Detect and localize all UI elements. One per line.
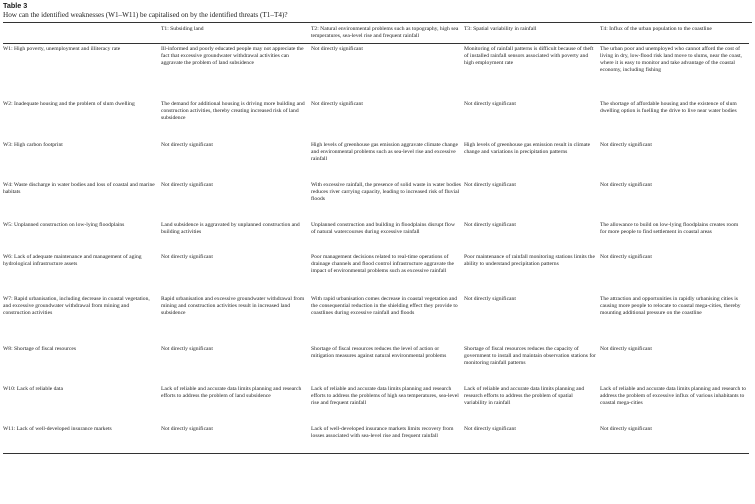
row-header: W3: High carbon footprint [3,141,63,148]
table-row [3,44,749,99]
table-row [3,252,749,294]
row-header: W10: Lack of reliable data [3,385,63,392]
table-body [3,44,749,454]
table-cell: Monitoring of rainfall patterns is difficult because of theft of installed rainfall sensors associated with poverty and high employment rate [464,46,594,66]
table-cell: High levels of greenhouse gas emission result in climate change and variations in precipitation patterns [464,141,591,155]
table-cell: Lack of reliable and accurate data limits planning and research efforts to address the problem of land subsidence [161,385,302,399]
table-cell: The urban poor and unemployed who cannot afford the cost of living in dry, low-flood risk land move to slums, near the coast, where it is easy to monitor and take advantage of the coastal economy, including fishing [600,46,742,73]
table-cell: Shortage of fiscal resources reduces the capacity of government to install and maintain observation stations for monitoring rainfall patterns [464,345,596,366]
table-row [3,220,749,252]
table-cell: Poor maintenance of rainfall monitoring stations limits the ability to understand precipitation patterns [464,253,595,267]
table-cell: Lack of reliable and accurate data limits planning and research efforts to address the problems of high sea temperatures, sea-level rise and frequent rainfall [311,385,459,406]
column-header [3,23,161,43]
table-cell: Not directly significant [600,141,652,148]
table-cell: Shortage of fiscal resources reduces the level of action or mitigation measures against natural environmental problems [311,345,447,359]
table-row [3,384,749,424]
table-cell: Not directly significant [161,253,213,260]
column-header: T4: Influx of the urban population to the coastline [600,23,749,43]
table-cell: Not directly significant [161,345,213,352]
table-cell: Not directly significant [161,181,213,188]
column-header: T3: Spatial variability in rainfall [464,23,600,43]
table-cell: Lack of well-developed insurance markets limits recovery from losses associated with sea-level rise and frequent rainfall [311,424,464,454]
table-cell: Ill-informed and poorly educated people may not appreciate the fact that excessive groundwater withdrawal activities can aggravate the problem of land subsidence [161,46,304,66]
row-header: W4: Waste discharge in water bodies and loss of coastal and marine habitats [3,181,155,195]
table-cell: Lack of reliable and accurate data limits planning and research efforts to address the problem of spatial variability in rainfall [464,385,585,406]
table-cell: Not directly significant [600,181,652,188]
column-header: T1: Subsiding land [161,23,311,43]
table-label: Table 3 [3,1,28,10]
row-header: W7: Rapid urbanisation, including decrease in coastal vegetation, and excessive groundwater withdrawal from mining and construction activities [3,295,150,316]
table-cell: Not directly significant [600,424,749,454]
table-cell: Not directly significant [464,221,516,228]
table-cell: Not directly significant [464,295,516,302]
table-cell: Rapid urbanisation and excessive groundwater withdrawal from mining and construction activities result in increased land subsidence [161,295,305,316]
row-header: W11: Lack of well-developed insurance markets [3,424,161,454]
table-row [3,344,749,384]
table-cell: Unplanned construction and building in floodplains disrupt flow of natural watercourses during excessive rainfall [311,221,456,235]
table-row [3,180,749,220]
row-header: W8: Shortage of fiscal resources [3,345,77,352]
table-cell: Not directly significant [464,424,600,454]
table-cell: The shortage of affordable housing and the existence of slum dwelling option is fuelling the drive to live near water bodies [600,100,737,114]
table-header-row [3,23,749,43]
table-row [3,294,749,344]
table-cell: Not directly significant [161,141,213,148]
table-cell: Not directly significant [464,181,516,188]
column-header: T2: Natural environmental problems such as topography, high sea temperatures, sea-level rise and frequent rainfall [311,23,464,43]
table-cell: Poor management decisions related to real-time operations of drainage channels and flood control infrastructure aggravate the impact of environmental problems such as excessive rainfall [311,253,455,274]
table-caption [3,2,752,19]
row-header: W6: Lack of adequate maintenance and management of aging hydrological infrastructure assets [3,253,142,267]
table-cell: Lack of reliable and accurate data limits planning and research to address the problem of excessive influx of various inhabitants to coastal mega-cities [600,385,746,406]
table-cell: Not directly significant [161,424,311,454]
table-title: How can the identified weaknesses (W1–W11) be capitalised on by the identified threats (T1–T4)? [3,10,288,19]
table-cell: Not directly significant [311,46,363,53]
table-cell: Land subsidence is aggravated by unplanned construction and building activities [161,221,300,235]
table-cell: Not directly significant [600,345,652,352]
table-cell: The attraction and opportunities in rapidly urbanising cities is causing more people to relocate to coastal mega-cities, thereby mounting additional pressure on the coastline [600,295,741,316]
row-header: W5: Unplanned construction on low-lying floodplains [3,221,125,228]
table-row [3,99,749,140]
table-cell: Not directly significant [311,100,363,107]
table-cell: With rapid urbanisation comes decrease in coastal vegetation and the consequential reduction in the shielding effect they provide to coastlines during excessive rainfall and floods [311,295,458,316]
table-cell: Not directly significant [600,253,652,260]
weakness-threat-table [3,23,749,454]
table-cell: The allowance to build on low-lying floodplains creates room for more people to find settlement in coastal areas [600,221,739,235]
row-header: W2: Inadequate housing and the problem of slum dwelling [3,100,135,107]
table-cell: With excessive rainfall, the presence of solid waste in water bodies reduces river carrying capacity, leading to increased risk of fluvial floods [311,181,461,202]
table-cell: High levels of greenhouse gas emission aggravate climate change and environmental problems such as sea-level rise and excessive rainfall [311,141,458,162]
table-cell: Not directly significant [464,100,516,107]
table-row [3,140,749,180]
table-row [3,424,749,454]
row-header: W1: High poverty, unemployment and illiteracy rate [3,46,121,53]
table-cell: The demand for additional housing is driving more building and construction activities, thereby creating increased risk of land subsidence [161,100,305,121]
